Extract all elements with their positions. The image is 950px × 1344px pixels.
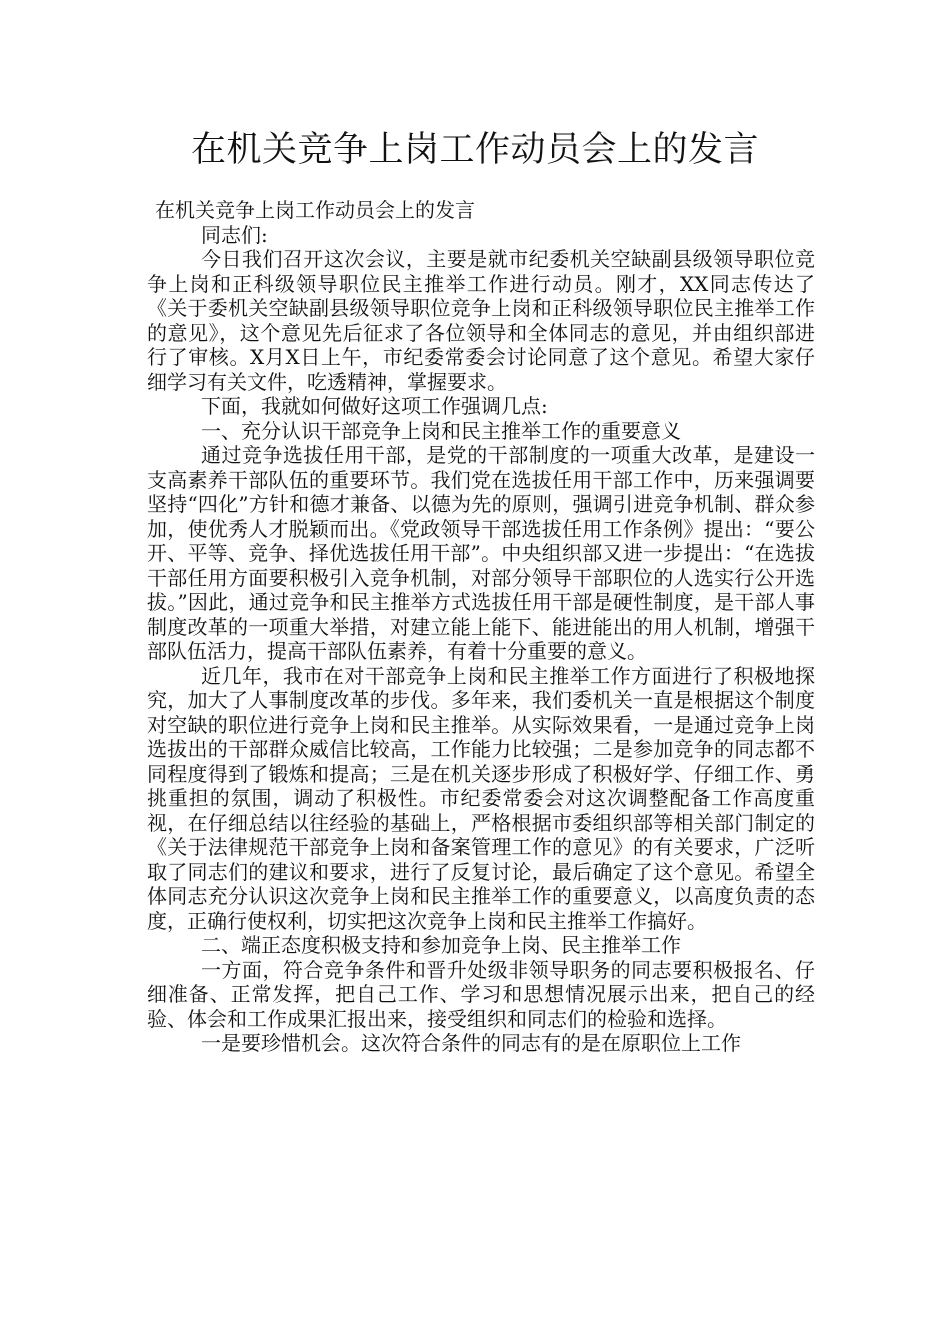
document-subtitle: 在机关竞争上岗工作动员会上的发言 (155, 198, 475, 222)
paragraph-opening: 今日我们召开这次会议，主要是就市纪委机关空缺副县级领导职位竞争上岗和正科级领导职位民主推举工作进行动员。刚才，XX同志传达了《关于委机关空缺副县级领导职位竞争上岗和正科级领导职位民主推举工作的意见》，这个意见先后征求了各位领导和全体同志的意见，并由组织部进行了审核。X月X日上午，市纪委常委会讨论同意了这个意见。希望大家仔细学习有关文件，吃透精神，掌握要求。 (147, 247, 815, 394)
section-heading-1: 一、充分认识干部竞争上岗和民主推举工作的重要意义 (201, 418, 681, 443)
paragraph-significance: 通过竞争选拔任用干部，是党的干部制度的一项重大改革，是建设一支高素养干部队伍的重要环节。我们党在选拔任用干部工作中，历来强调要坚持“四化”方针和德才兼备、以德为先的原则，强调引进竞争机制、群众参加，使优秀人才脱颖而出。《党政领导干部选拔任用工作条例》提出：“要公开、平等、竞争、择优选拔任用干部”。中央组织部又进一步提出：“在选拔干部任用方面要积极引入竞争机制，对部分领导干部职位的人选实行公开选拔。”因此，通过竞争和民主推举方式选拔任用干部是硬性制度，是干部人事制度改革的一项重大举措，对建立能上能下、能进能出的用人机制，增强干部队伍活力，提高干部队伍素养，有着十分重要的意义。 (147, 443, 815, 663)
section-heading-2: 二、端正态度积极支持和参加竞争上岗、民主推举工作 (201, 933, 681, 957)
document-body (147, 198, 815, 1056)
paragraph-on-one-hand: 一方面，符合竞争条件和晋升处级非领导职务的同志要积极报名、仔细准备、正常发挥，把自己工作、学习和思想情况展示出来，把自己的经验、体会和工作成果汇报出来，接受组织和同志们的检验和选择。 (147, 957, 815, 1031)
salutation: 同志们: (201, 222, 268, 247)
paragraph-recent-years: 近几年，我市在对干部竞争上岗和民主推举工作方面进行了积极地探究，加大了人事制度改革的步伐。多年来，我们委机关一直是根据这个制度对空缺的职位进行竞争上岗和民主推举。从实际效果看，一是通过竞争上岗选拔出的干部群众威信比较高，工作能力比较强；二是参加竞争的同志都不同程度得到了锻炼和提高；三是在机关逐步形成了积极好学、仔细工作、勇挑重担的氛围，调动了积极性。市纪委常委会对这次调整配备工作高度重视，在仔细总结以往经验的基础上，严格根据市委组织部等相关部门制定的《关于法律规范干部竞争上岗和备案管理工作的意见》的有关要求，广泛听取了同志们的建议和要求，进行了反复讨论，最后确定了这个意见。希望全体同志充分认识这次竞争上岗和民主推举工作的重要意义，以高度负责的态度，正确行使权利，切实把这次竞争上岗和民主推举工作搞好。 (147, 663, 815, 933)
paragraph-intro-points: 下面，我就如何做好这项工作强调几点: (201, 394, 548, 418)
paragraph-cherish-opportunity: 一是要珍惜机会。这次符合条件的同志有的是在原职位上工作 (201, 1031, 741, 1055)
document-title: 在机关竞争上岗工作动员会上的发言 (190, 130, 759, 170)
